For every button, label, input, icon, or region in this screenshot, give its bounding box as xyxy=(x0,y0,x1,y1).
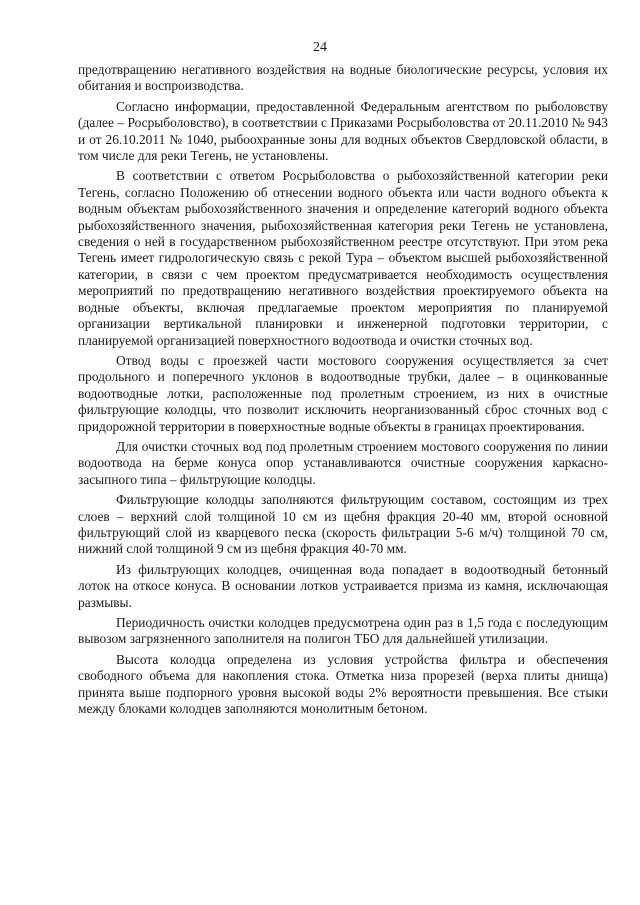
paragraph-filter-composition: Фильтрующие колодцы заполняются фильтрующим составом, состоящим из трех слоев – верхний слой толщиной 10 см из щебня фракция 20-40 мм, второй основной фильтрующий слой из кварцевого песка (скорость фильтрации 5-6 м/ч) толщиной 70 см, нижний слой толщиной 9 см из щебня фракция 40-70 мм. xyxy=(78,492,608,557)
paragraph-fishery-category: В соответствии с ответом Росрыболовства о рыбохозяйственной категории реки Тегень, согласно Положению об отнесении водного объекта или части водного объекта к водным объектам рыбохозяйственного значения и определение категорий водного объекта рыбохозяйственного значения, рыбохозяйственная категория реки Тегень не установлена, сведения о ней в государственном рыбохозяйственном реестре отсутствуют. При этом река Тегень имеет гидрологическую связь с рекой Тура – объектом высшей рыбохозяйственной категории, в связи с чем проектом предусматривается необходимость осуществления мероприятий по предотвращению негативного воздействия проектируемого объекта на водные объекты, включая предлагаемые проектом мероприятия по планируемой организации вертикальной планировки и инженерной подготовки территории, с планируемой организацией поверхностного водоотвода и очистки сточных вод. xyxy=(78,168,608,348)
paragraph-well-height: Высота колодца определена из условия устройства фильтра и обеспечения свободного объема для накопления стока. Отметка низа прорезей (верха плиты днища) принята выше подпорного уровня высокой воды 2% вероятности превышения. Все стыки между блоками колодцев заполняются монолитным бетоном. xyxy=(78,651,608,717)
paragraph-cleaning-frequency: Периодичность очистки колодцев предусмотрена один раз в 1,5 года с последующим вывозом загрязненного заполнителя на полигон ТБО для дальнейшей утилизации. xyxy=(78,615,608,647)
paragraph-water-drainage: Отвод воды с проезжей части мостового сооружения осуществляется за счет продольного и поперечного уклонов в водоотводные трубки, далее – в оцинкованные водоотводные лотки, расположенные под пролетным строением, из них в очистные фильтрующие колодцы, что позволит исключить неорганизованный сброс сточных вод с придорожной территории в поверхностные водные объекты в границах проектирования. xyxy=(78,352,608,434)
page-number: 24 xyxy=(313,40,327,55)
paragraph-treatment-facilities: Для очистки сточных вод под пролетным строением мостового сооружения по линии водоотвода на берме конуса опор устанавливаются очистные сооружения каркасно-засыпного типа – фильтрующие колодцы. xyxy=(78,438,608,487)
body-text xyxy=(78,62,608,721)
paragraph-continuation: предотвращению негативного воздействия на водные биологические ресурсы, условия их обитания и воспроизводства. xyxy=(78,62,608,94)
paragraph-concrete-tray: Из фильтрующих колодцев, очищенная вода попадает в водоотводный бетонный лоток на откосе конуса. В основании лотков устраивается призма из камня, исключающая размывы. xyxy=(78,561,608,610)
paragraph-fishery-zones: Согласно информации, предоставленной Федеральным агентством по рыболовству (далее – Росрыболовство), в соответствии с Приказами Росрыболовства от 20.11.2010 № 943 и от 26.10.2011 № 1040, рыбоохранные зоны для водных объектов Свердловской области, в том числе для реки Тегень, не установлены. xyxy=(78,98,608,164)
